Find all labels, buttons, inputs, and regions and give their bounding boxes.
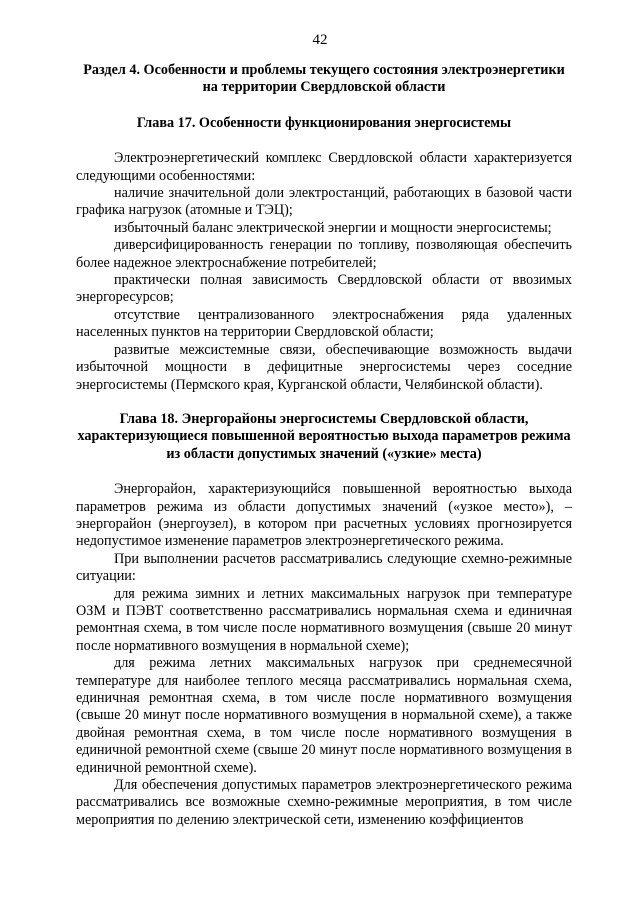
section-title: Раздел 4. Особенности и проблемы текущего состояния электроэнергетики на территории Свердловской области <box>83 62 565 96</box>
paragraph: для режима зимних и летних максимальных нагрузок при температуре ОЗМ и ПЭВТ соответственно рассматривались нормальная схема и единичная ремонтная схема, в том числе после нормативного возмущения (свыше 20 минут после нормативного возмущения в нормальной схеме); <box>76 585 572 654</box>
paragraph: При выполнении расчетов рассматривались следующие схемно-режимные ситуации: <box>76 550 572 585</box>
paragraph: практически полная зависимость Свердловской области от ввозимых энергоресурсов; <box>76 272 572 306</box>
page-content <box>76 62 572 846</box>
paragraph: наличие значительной доли электростанций, работающих в базовой части графика нагрузок (атомные и ТЭЦ); <box>76 185 572 219</box>
paragraph: для режима летних максимальных нагрузок при среднемесячной температуре для наиболее теплого месяца рассматривались нормальная схема, единичная ремонтная схема, в том числе после нормативного возмущения (свыше 20 минут после нормативного возмущения в нормальной схеме), а также двойная ремонтная схема, в том числе после нормативного возмущения в единичной ремонтной схеме (свыше 20 минут после нормативного возмущения в единичной ремонтной схеме). <box>76 655 572 776</box>
chapter-18-body <box>76 481 572 829</box>
paragraph: Электроэнергетический комплекс Свердловской области характеризуется следующими особенностями: <box>76 150 572 184</box>
chapter-17 <box>76 115 572 394</box>
chapter-18 <box>76 411 572 829</box>
page-number: 42 <box>312 32 328 48</box>
paragraph: Для обеспечения допустимых параметров электроэнергетического режима рассматривались все возможные схемно-режимные мероприятия, в том числе мероприятия по делению электрической сети, изменению коэффициентов <box>76 777 572 828</box>
paragraph: развитые межсистемные связи, обеспечивающие возможность выдачи избыточной мощности в дефицитные энергосистемы через соседние энергосистемы (Пермского края, Курганской области, Челябинской области). <box>76 341 572 393</box>
paragraph: диверсифицированность генерации по топливу, позволяющая обеспечить более надежное электроснабжение потребителей; <box>76 237 572 271</box>
chapter-title: Глава 18. Энергорайоны энергосистемы Свердловской области, характеризующиеся повышенной вероятностью выхода параметров режима из области допустимых значений («узкие» места) <box>77 410 571 462</box>
paragraph: избыточный баланс электрической энергии и мощности энергосистемы; <box>114 219 552 236</box>
chapter-17-body <box>76 150 572 394</box>
paragraph: Энергорайон, характеризующийся повышенной вероятностью выхода параметров режима из области допустимых значений («узкое место»), – энергорайон (энергоузел), в котором при расчетных условиях прогнозируется недопустимое изменение параметров электроэнергетического режима. <box>76 481 572 550</box>
paragraph: отсутствие централизованного электроснабжения ряда удаленных населенных пунктов на территории Свердловской области; <box>76 306 572 341</box>
chapter-title: Глава 17. Особенности функционирования энергосистемы <box>136 114 512 131</box>
